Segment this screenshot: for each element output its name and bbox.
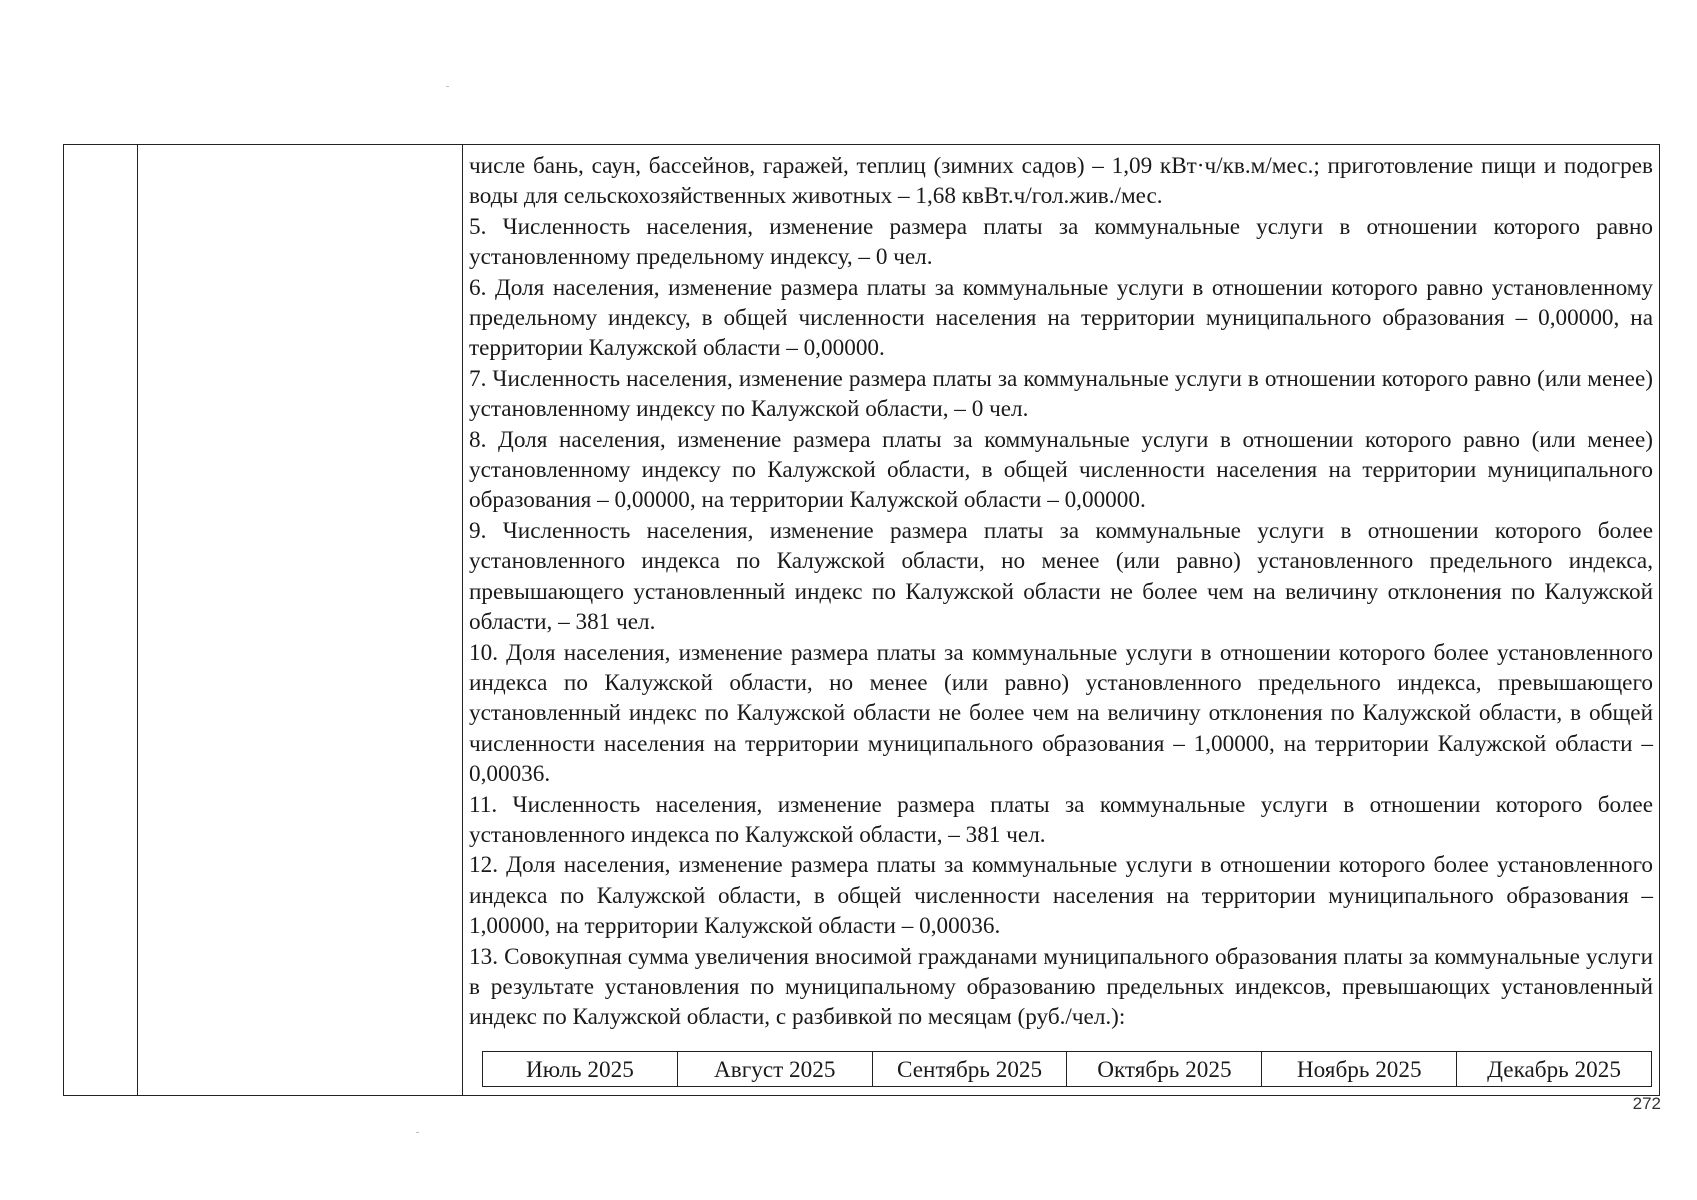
paragraph-item-5: 5. Численность населения, изменение размера платы за коммунальные услуги в отношении которого равно установленному предельному индексу, – 0 чел. <box>469 213 1653 271</box>
paragraph-item-7: 7. Численность населения, изменение размера платы за коммунальные услуги в отношении которого равно (или менее) установленному индексу по Калужской области, – 0 чел. <box>469 365 1653 423</box>
paragraph-item-11: 11. Численность населения, изменение размера платы за коммунальные услуги в отношении которого более установленного индекса по Калужской области, – 381 чел. <box>469 791 1653 848</box>
column-divider-2 <box>462 145 463 1095</box>
description-cell <box>469 151 1653 1033</box>
scan-mark <box>416 1132 419 1133</box>
page-number: 272 <box>1632 1094 1661 1113</box>
scan-mark <box>446 86 449 87</box>
month-header-cell: Август 2025 <box>678 1052 873 1086</box>
month-header-cell: Сентябрь 2025 <box>873 1052 1068 1086</box>
paragraph-item-8: 8. Доля населения, изменение размера платы за коммунальные услуги в отношении которого равно (или менее) установленному индексу по Калужской области, в общей численности населения на территории муниципального образования – 0,00000, на территории Калужской области – 0,00000. <box>469 426 1653 514</box>
paragraph-item-6: 6. Доля населения, изменение размера платы за коммунальные услуги в отношении которого равно установленному предельному индексу, в общей численности населения на территории муниципального образования – 0,00000, на территории Калужской области – 0,00000. <box>469 274 1653 362</box>
month-header-cell: Ноябрь 2025 <box>1262 1052 1457 1086</box>
paragraph-item-13: 13. Совокупная сумма увеличения вносимой гражданами муниципального образования платы за коммунальные услуги в результате установления по муниципальному образованию предельных индексов, превышающих установленный индекс по Калужской области, с разбивкой по месяцам (руб./чел.): <box>469 943 1653 1031</box>
paragraph-item-9: 9. Численность населения, изменение размера платы за коммунальные услуги в отношении которого более установленного индекса по Калужской области, но менее (или равно) установленного предельного индекса, превышающего установленный индекс по Калужской области не более чем на величину отклонения по Калужской области, – 381 чел. <box>469 517 1653 636</box>
paragraph-item-10: 10. Доля населения, изменение размера платы за коммунальные услуги в отношении которого более установленного индекса по Калужской области, но менее (или равно) установленного предельного индекса, превышающего установленный индекс по Калужской области не более чем на величину отклонения по Калужской области, в общей численности населения на территории муниципального образования – 1,00000, на территории Калужской области – 0,00036. <box>469 639 1653 788</box>
months-table <box>482 1051 1652 1087</box>
month-header-cell: Июль 2025 <box>483 1052 678 1086</box>
month-header-cell: Октябрь 2025 <box>1067 1052 1262 1086</box>
column-divider-1 <box>137 145 138 1095</box>
paragraph-item-12: 12. Доля населения, изменение размера платы за коммунальные услуги в отношении которого более установленного индекса по Калужской области, в общей численности населения на территории муниципального образования – 1,00000, на территории Калужской области – 0,00036. <box>469 852 1653 940</box>
paragraph-continuation: числе бань, саун, бассейнов, гаражей, теплиц (зимних садов) – 1,09 кВт·ч/кв.м/мес.; приготовление пищи и подогрев воды для сельскохозяйственных животных – 1,68 квВт.ч/гол.жив./мес. <box>469 153 1653 210</box>
document-table <box>63 144 1660 1096</box>
month-header-cell: Декабрь 2025 <box>1487 1057 1621 1083</box>
